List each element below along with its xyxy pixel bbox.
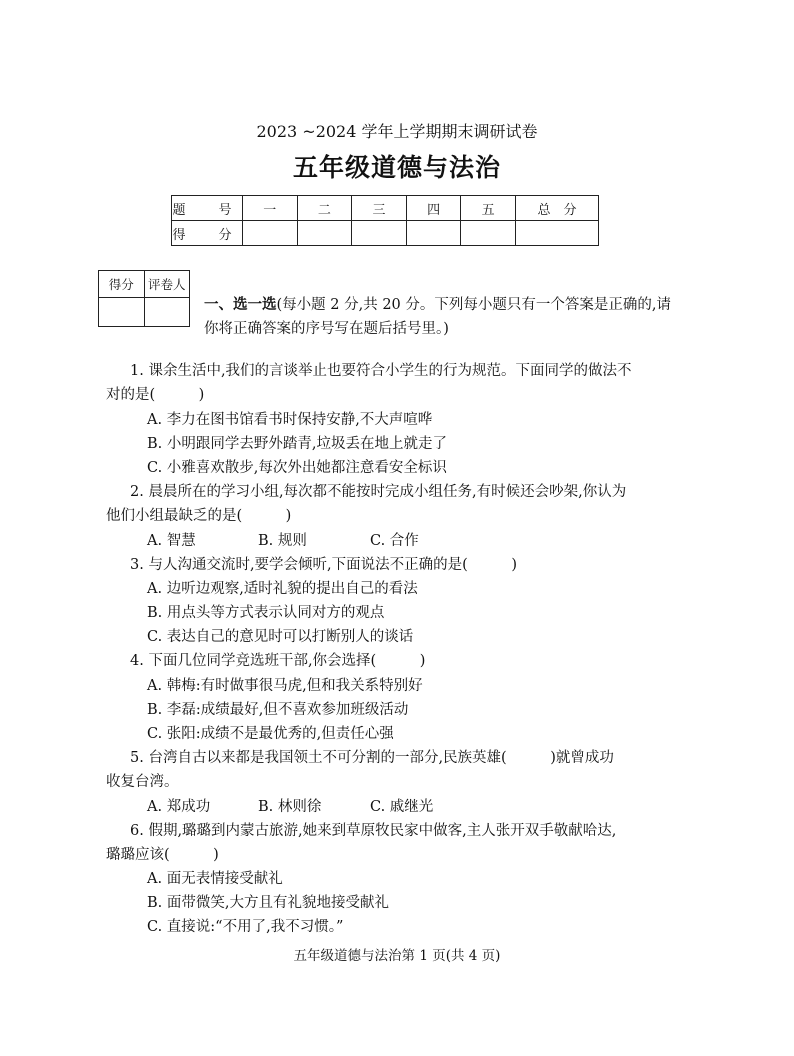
question-4-option-a: A. 韩梅:有时做事很马虎,但和我关系特别好	[147, 678, 423, 694]
question-1-stem: 对的是( )	[106, 387, 205, 403]
question-5-option-a: A. 郑成功	[147, 799, 211, 815]
grader-box	[98, 270, 190, 327]
question-4-option-b: B. 李磊:成绩最好,但不喜欢参加班级活动	[147, 702, 409, 718]
score-table	[171, 195, 599, 246]
question-1-option-c: C. 小雅喜欢散步,每次外出她都注意看安全标识	[147, 460, 447, 476]
score-input-cell[interactable]	[461, 221, 516, 246]
section-1-instructions: (每小题 2 分,共 20 分。下列每小题只有一个答案是正确的,请你将正确答案的序号写在题后括号里。)	[204, 297, 671, 337]
section-1-heading	[204, 293, 676, 341]
question-5-option-c: C. 戚继光	[370, 799, 434, 815]
exam-title: 五年级道德与法治	[292, 153, 501, 182]
exam-subtitle: 2023 ~2024 学年上学期期末调研试卷	[256, 122, 538, 141]
question-3-option-a: A. 边听边观察,适时礼貌的提出自己的看法	[147, 581, 418, 597]
page-footer: 五年级道德与法治第 1 页(共 4 页)	[293, 948, 501, 964]
score-table-cell: 总 分	[516, 196, 599, 221]
grader-score-label: 得分	[99, 271, 145, 298]
score-table-cell: 一	[243, 196, 298, 221]
question-2-stem: 他们小组最缺乏的是( )	[106, 508, 292, 524]
score-table-cell: 四	[406, 196, 461, 221]
score-table-cell: 三	[352, 196, 407, 221]
question-5-stem: 收复台湾。	[106, 774, 179, 790]
question-4-option-c: C. 张阳:成绩不是最优秀的,但责任心强	[147, 726, 394, 742]
question-1-option-b: B. 小明跟同学去野外踏青,垃圾丢在地上就走了	[147, 436, 447, 452]
question-2-stem: 2. 晨晨所在的学习小组,每次都不能按时完成小组任务,有时候还会吵架,你认为	[130, 484, 627, 500]
score-input-cell[interactable]	[297, 221, 352, 246]
question-5-option-b: B. 林则徐	[258, 799, 322, 815]
score-table-cell: 题 号	[172, 196, 243, 221]
grader-score-input[interactable]	[99, 298, 145, 327]
question-6-option-b: B. 面带微笑,大方且有礼貌地接受献礼	[147, 895, 389, 911]
grader-name-label: 评卷人	[144, 271, 190, 298]
section-1-label: 一、选一选	[204, 296, 277, 313]
score-input-cell[interactable]	[352, 221, 407, 246]
question-5-stem: 5. 台湾自古以来都是我国领土不可分割的一部分,民族英雄( )就曾成功	[130, 750, 614, 766]
question-3-option-b: B. 用点头等方式表示认同对方的观点	[147, 605, 385, 621]
question-3-stem: 3. 与人沟通交流时,要学会倾听,下面说法不正确的是( )	[130, 557, 517, 573]
question-6-option-c: C. 直接说:“不用了,我不习惯。”	[147, 919, 344, 935]
score-table-cell: 得 分	[172, 221, 243, 246]
question-3-option-c: C. 表达自己的意见时可以打断别人的谈话	[147, 629, 414, 645]
score-input-cell[interactable]	[406, 221, 461, 246]
score-table-score-row	[172, 221, 599, 246]
score-input-cell[interactable]	[516, 221, 599, 246]
score-table-header-row	[172, 196, 599, 221]
question-1-stem: 1. 课余生活中,我们的言谈举止也要符合小学生的行为规范。下面同学的做法不	[130, 363, 632, 379]
question-6-stem: 6. 假期,璐璐到内蒙古旅游,她来到草原牧民家中做客,主人张开双手敬献哈达,	[130, 823, 617, 839]
question-2-option-b: B. 规则	[258, 533, 307, 549]
question-1-option-a: A. 李力在图书馆看书时保持安静,不大声喧哗	[147, 412, 433, 428]
question-6-stem: 璐璐应该( )	[106, 847, 219, 863]
grader-name-input[interactable]	[144, 298, 190, 327]
question-4-stem: 4. 下面几位同学竞选班干部,你会选择( )	[130, 653, 426, 669]
score-input-cell[interactable]	[243, 221, 298, 246]
score-table-cell: 二	[297, 196, 352, 221]
score-table-cell: 五	[461, 196, 516, 221]
question-6-option-a: A. 面无表情接受献礼	[147, 871, 283, 887]
question-2-option-c: C. 合作	[370, 533, 419, 549]
question-2-option-a: A. 智慧	[147, 533, 196, 549]
